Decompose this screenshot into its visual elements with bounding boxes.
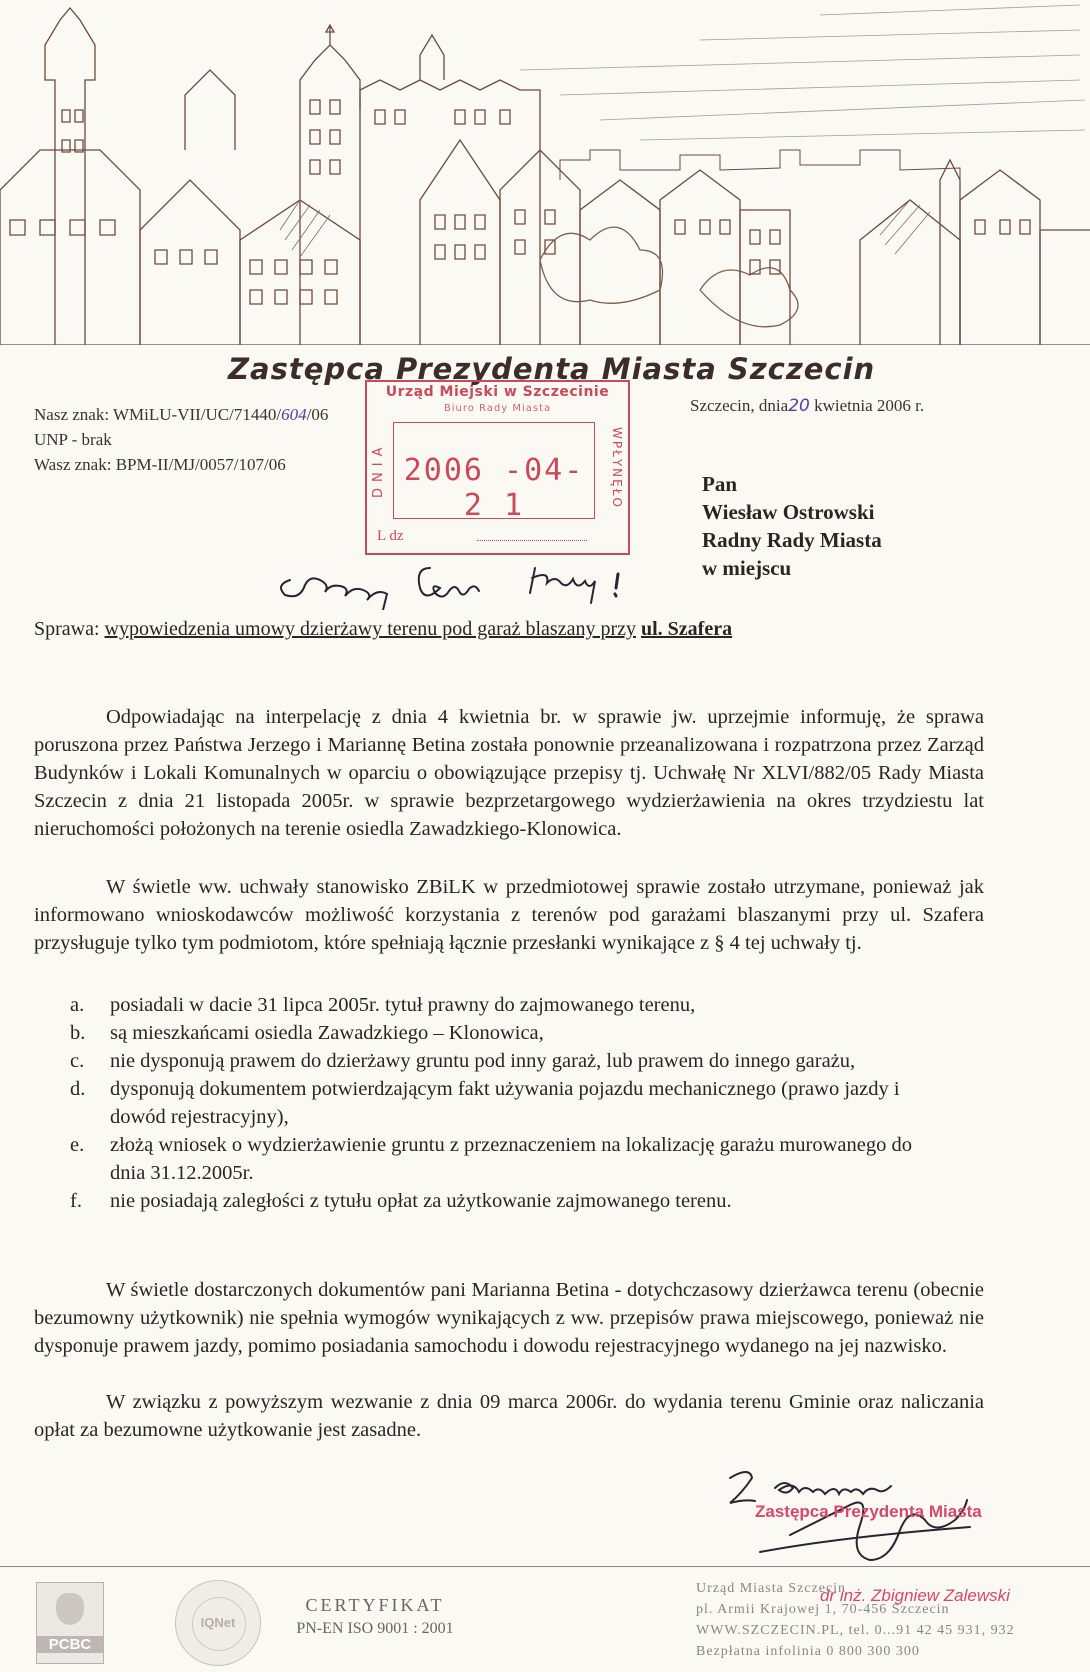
- signatory-name: dr inż. Zbigniew Zalewski: [820, 1586, 1010, 1605]
- list-item: c. nie dysponują prawem do dzierżawy gruntu pod inny garaż, lub prawem do innego garażu,: [70, 1050, 856, 1072]
- stamp-title: Urząd Miejski w Szczecinie: [385, 384, 610, 400]
- certificate-norm: PN-EN ISO 9001 : 2001: [296, 1620, 454, 1637]
- letterhead-engraving: [0, 0, 1090, 345]
- list-item: d. dysponują dokumentem potwierdzającym fakt używania pojazdu mechanicznego (prawo jazdy i dowód rejestracyjny),: [70, 1078, 900, 1128]
- recipient-line: Radny Rady Miasta: [702, 528, 882, 552]
- pcbc-logo: [36, 1582, 104, 1664]
- stamp-right-label: WPŁYNĘŁO: [610, 427, 624, 509]
- signatory-role: Zastępca Prezydenta Miasta: [755, 1502, 982, 1521]
- iqnet-logo: [175, 1580, 261, 1666]
- office-address: [696, 1578, 1015, 1662]
- stamp-date: 2006 -04- 2 1: [403, 453, 585, 523]
- reference-block: [34, 402, 328, 477]
- certificate-block: [280, 1595, 470, 1638]
- handwritten-salutation: [270, 560, 690, 610]
- footer-divider: [0, 1566, 1090, 1567]
- subject-text: wypowiedzenia umowy dzierżawy terenu pod garaż blaszany przy: [104, 618, 636, 640]
- stamp-left-label: DNIA: [371, 441, 386, 498]
- recipient-line: Pan: [702, 472, 738, 496]
- address-line: Urząd Miasta Szczecin: [696, 1581, 847, 1596]
- address-line: Bezpłatna infolinia 0 800 300 300: [696, 1644, 920, 1659]
- list-item: e. złożą wniosek o wydzierżawienie gruntu z przeznaczeniem na lokalizację garażu murowanego do dnia 31.12.2005r.: [70, 1134, 912, 1184]
- stamp-ldz: L dz: [377, 528, 404, 544]
- list-item: f. nie posiadają zaległości z tytułu opłat za użytkowanie zajmowanego terenu.: [70, 1190, 732, 1212]
- stamp-subtitle: Biuro Rady Miasta: [443, 403, 552, 414]
- address-line: pl. Armii Krajowej 1, 70-456 Szczecin: [696, 1602, 950, 1617]
- body-paragraph: Odpowiadając na interpelację z dnia 4 kwietnia br. w sprawie jw. uprzejmie informuję, że sprawa poruszona przez Państwa Jerzego i Mariannę Betina została ponownie przeanalizowana i rozpatrzona przez Zarząd Budynków i Lokali Komunalnych w oparciu o obowiązujące przepisy tj. Uchwałę Nr XLVI/882/05 Rady Miasta Szczecin z dnia 21 listopada 2005r. w sprawie bezprzetargowego wydzierżawienia na okres trzydziestu lat nieruchomości położonych na terenie osiedla Zawadzkiego-Klonowica.: [34, 706, 984, 840]
- eagle-emblem-icon: [56, 1593, 84, 1625]
- certificate-title: CERTYFIKAT: [305, 1595, 445, 1615]
- subject-line: [34, 618, 732, 641]
- list-item: a. posiadali w dacie 31 lipca 2005r. tytuł prawny do zajmowanego terenu,: [70, 994, 696, 1016]
- recipient-line: Wiesław Ostrowski: [702, 500, 875, 524]
- receipt-stamp: [365, 380, 630, 555]
- handwritten-ref-number: 604: [281, 405, 307, 424]
- stamp-date-box: [393, 422, 595, 523]
- subject-street: ul. Szafera: [641, 618, 733, 640]
- handwritten-day: 20: [788, 396, 810, 416]
- office-title: Zastępca Prezydenta Miasta Szczecin: [228, 352, 876, 386]
- list-item: b. są mieszkańcami osiedla Zawadzkiego – Klonowica,: [70, 1022, 544, 1044]
- unp-reference: UNP - brak: [34, 430, 112, 449]
- your-reference: Wasz znak: BPM-II/MJ/0057/107/06: [34, 455, 286, 474]
- date-line: Szczecin, dnia20 kwietnia 2006 r.: [690, 396, 925, 416]
- body-paragraph: W związku z powyższym wezwanie z dnia 09 marca 2006r. do wydania terenu Gminie oraz naliczania opłat za bezumowne użytkowanie jest zasadne.: [34, 1391, 984, 1441]
- body-paragraph: W świetle ww. uchwały stanowisko ZBiLK w przedmiotowej sprawie zostało utrzymane, ponieważ jak informowano wnioskodawców możliwość korzystania z terenów pod garażami blaszanymi przy ul. Szafera przysługuje tylko tym podmiotom, które spełniają łącznie przesłanki wynikające z § 4 tej uchwały tj.: [34, 876, 984, 954]
- iqnet-logo-label: IQNet: [200, 1615, 236, 1630]
- stamp-dotted-line: [477, 540, 587, 541]
- body-paragraph: W świetle dostarczonych dokumentów pani Marianna Betina - dotychczasowy dzierżawca terenu (obecnie bezumowny użytkownik) nie spełnia wymogów wynikających z ww. przepisów prawa miejscowego, ponieważ nie dysponuje prawem jazdy, pomimo posiadania samochodu i dowodu rejestracyjnego wydanego na jej nazwisko.: [34, 1279, 984, 1357]
- pcbc-logo-label: PCBC: [37, 1636, 103, 1653]
- address-line: WWW.SZCZECIN.PL, tel. 0...91 42 45 931, 932: [696, 1623, 1015, 1638]
- recipient-block: [702, 470, 882, 582]
- our-reference: Nasz znak: WMiLU-VII/UC/71440/604/06: [34, 405, 329, 424]
- criteria-list: [70, 991, 950, 1215]
- recipient-line: w miejscu: [702, 556, 792, 580]
- subject-label: Sprawa:: [34, 618, 100, 640]
